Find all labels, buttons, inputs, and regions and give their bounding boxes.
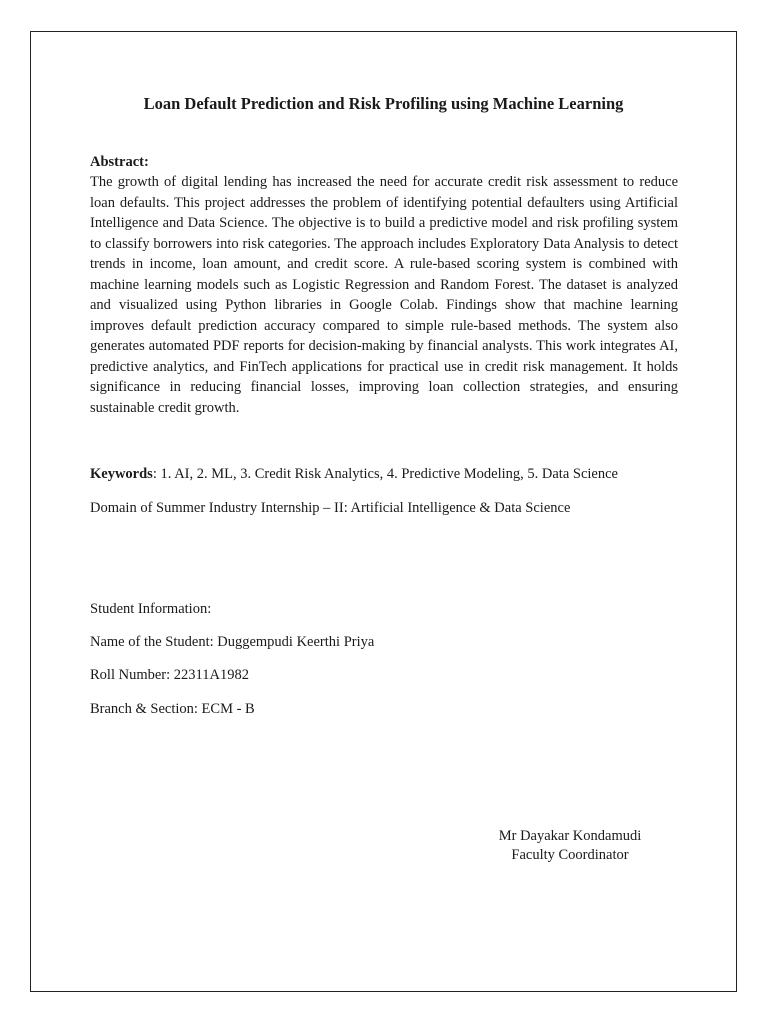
document-title: Loan Default Prediction and Risk Profiling using Machine Learning [143,94,624,113]
keywords-label: Keywords [90,466,153,482]
roll-number: Roll Number: 22311A1982 [90,667,249,683]
student-name: Name of the Student: Duggempudi Keerthi Priya [90,634,375,650]
internship-domain: Domain of Summer Industry Internship – II: Artificial Intelligence & Data Science [90,500,571,516]
coordinator-role: Faculty Coordinator [511,847,629,863]
abstract-heading: Abstract: [90,154,149,170]
student-info-heading: Student Information: [90,601,212,617]
branch-section: Branch & Section: ECM - B [90,701,255,717]
keywords-line [90,464,618,484]
signature-block [470,827,670,865]
keywords-text: : 1. AI, 2. ML, 3. Credit Risk Analytics, 4. Predictive Modeling, 5. Data Science [152,466,618,482]
coordinator-name: Mr Dayakar Kondamudi [498,828,642,844]
abstract-body: The growth of digital lending has increased the need for accurate credit risk assessment to reduce loan defaults. This project addresses the problem of identifying potential defaulters using Artificial Intelligence and Data Science. The objective is to build a predictive model and risk profiling system to classify borrowers into risk categories. The approach includes Exploratory Data Analysis to detect trends in income, loan amount, and credit score. A rule-based scoring system is combined with machine learning models such as Logistic Regression and Random Forest. The dataset is analyzed and visualized using Python libraries in Google Colab. Findings show that machine learning improves default prediction accuracy compared to simple rule-based methods. The system also generates automated PDF reports for decision-making by financial analysts. This work integrates AI, predictive analytics, and FinTech applications for practical use in credit risk management. It holds significance in reducing financial losses, improving loan collection strategies, and ensuring sustainable credit growth. [90,174,678,416]
